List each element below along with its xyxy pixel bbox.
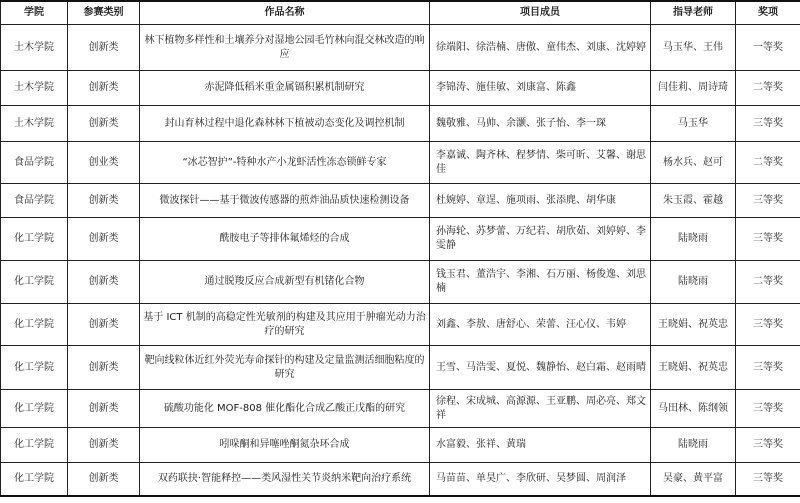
table-row — [1, 218, 800, 261]
cell-award: 三等奖 — [736, 463, 800, 496]
cell-advisor: 杨水兵、赵可 — [651, 142, 736, 184]
table-row — [1, 25, 800, 71]
cell-title: 基于 ICT 机制的高稳定性光敏剂的构建及其应用于肿瘤光动力治疗的研究 — [140, 304, 430, 346]
cell-college: 化工学院 — [1, 346, 68, 390]
cell-college: 化工学院 — [1, 390, 68, 428]
cell-category: 创业类 — [68, 142, 140, 184]
cell-title: 林下植物多样性和土壤养分对湿地公园毛竹林向混交林改造的响应 — [140, 25, 430, 71]
cell-members: 钱玉君、董浩宇、李湘、石万丽、杨俊逸、刘思楠 — [430, 261, 651, 304]
cell-advisor: 陆晓雨 — [651, 428, 736, 463]
cell-award: 三等奖 — [736, 346, 800, 390]
cell-college: 土木学院 — [1, 106, 68, 142]
cell-college: 化工学院 — [1, 218, 68, 261]
cell-advisor: 马田林、陈纲领 — [651, 390, 736, 428]
cell-members: 李锦涛、施佳敏、刘康富、陈鑫 — [430, 71, 651, 106]
cell-advisor: 吴豪、黄平富 — [651, 463, 736, 496]
cell-advisor: 闫佳莉、周诗琦 — [651, 71, 736, 106]
cell-award: 二等奖 — [736, 261, 800, 304]
cell-title: 微波探针——基于微波传感器的煎炸油品质快速检测设备 — [140, 184, 430, 218]
cell-college: 化工学院 — [1, 428, 68, 463]
header-advisor: 指导老师 — [651, 1, 736, 25]
cell-members: 马苗苗、单昊广、李欣研、吴梦圆、周润泽 — [430, 463, 651, 496]
cell-category: 创新类 — [68, 346, 140, 390]
cell-category: 创新类 — [68, 71, 140, 106]
table-row — [1, 106, 800, 142]
cell-members: 魏敬雅、马帅、余灏、张子怡、李一琛 — [430, 106, 651, 142]
cell-title: 靶向线粒体近红外荧光寿命探针的构建及定量监测活细胞粘度的研究 — [140, 346, 430, 390]
cell-college: 食品学院 — [1, 142, 68, 184]
table-row — [1, 304, 800, 346]
cell-title: 通过脱羧反应合成新型有机锗化合物 — [140, 261, 430, 304]
header-college: 学院 — [1, 1, 68, 25]
table-row — [1, 463, 800, 496]
table-body — [1, 25, 800, 496]
cell-category: 创新类 — [68, 25, 140, 71]
table-row — [1, 184, 800, 218]
cell-category: 创新类 — [68, 428, 140, 463]
cell-title: 硫酸功能化 MOF-808 催化酯化合成乙酸正戊酯的研究 — [140, 390, 430, 428]
header-members: 项目成员 — [430, 1, 651, 25]
cell-title: 吲哚酮和异噻唑酮氮杂环合成 — [140, 428, 430, 463]
table-row — [1, 428, 800, 463]
cell-title: 封山育林过程中退化森林林下植被动态变化及调控机制 — [140, 106, 430, 142]
header-category: 参赛类别 — [68, 1, 140, 25]
cell-members: 水富毅、张祥、黄瑞 — [430, 428, 651, 463]
table-row — [1, 346, 800, 390]
table-row — [1, 142, 800, 184]
cell-award: 三等奖 — [736, 218, 800, 261]
cell-title: “冰芯智护”-特种水产小龙虾活性冻态锁鲜专家 — [140, 142, 430, 184]
cell-award: 三等奖 — [736, 304, 800, 346]
cell-advisor: 王晓娟、祝英忠 — [651, 304, 736, 346]
header-title: 作品名称 — [140, 1, 430, 25]
table-row — [1, 390, 800, 428]
cell-advisor: 朱玉霞、霍越 — [651, 184, 736, 218]
header-row — [1, 1, 800, 25]
table-row — [1, 261, 800, 304]
cell-members: 孙海轮、苏梦蕾、万纪若、胡欣茹、刘婷婷、李雯静 — [430, 218, 651, 261]
cell-members: 徐端阳、徐浩楠、唐傲、童伟杰、刘康、沈婷婷 — [430, 25, 651, 71]
header-award: 奖项 — [736, 1, 800, 25]
cell-college: 土木学院 — [1, 71, 68, 106]
table-row — [1, 71, 800, 106]
cell-members: 杜婉婷、章逞、施项雨、张添麂、胡华康 — [430, 184, 651, 218]
cell-members: 徐程、宋成城、高源源、王亚鹏、周必亮、郑文祥 — [430, 390, 651, 428]
cell-college: 土木学院 — [1, 25, 68, 71]
cell-advisor: 陆晓雨 — [651, 261, 736, 304]
cell-award: 一等奖 — [736, 25, 800, 71]
cell-award: 三等奖 — [736, 428, 800, 463]
cell-award: 二等奖 — [736, 71, 800, 106]
cell-category: 创新类 — [68, 218, 140, 261]
cell-advisor: 王晓娟、祝英忠 — [651, 346, 736, 390]
cell-advisor: 马玉华 — [651, 106, 736, 142]
cell-award: 三等奖 — [736, 390, 800, 428]
cell-advisor: 马玉华、王伟 — [651, 25, 736, 71]
cell-members: 刘鑫、李敖、唐舒心、荣蕾、汪心仪、韦婷 — [430, 304, 651, 346]
cell-college: 化工学院 — [1, 463, 68, 496]
cell-award: 三等奖 — [736, 184, 800, 218]
cell-award: 三等奖 — [736, 106, 800, 142]
cell-title: 酰胺电子等排体氟烯烃的合成 — [140, 218, 430, 261]
cell-category: 创新类 — [68, 106, 140, 142]
cell-college: 化工学院 — [1, 304, 68, 346]
cell-category: 创新类 — [68, 184, 140, 218]
cell-category: 创新类 — [68, 304, 140, 346]
cell-college: 化工学院 — [1, 261, 68, 304]
cell-advisor: 陆晓雨 — [651, 218, 736, 261]
cell-members: 李嘉诚、陶齐林、程梦情、柴可昕、艾馨、谢思佳 — [430, 142, 651, 184]
cell-award: 二等奖 — [736, 142, 800, 184]
cell-category: 创新类 — [68, 390, 140, 428]
cell-category: 创新类 — [68, 261, 140, 304]
cell-title: 双药联抉·智能释控——类风湿性关节炎纳米靶向治疗系统 — [140, 463, 430, 496]
cell-college: 食品学院 — [1, 184, 68, 218]
cell-members: 王雪、马浩雯、夏悦、魏静怡、赵白霜、赵雨晴 — [430, 346, 651, 390]
cell-title: 赤泥降低稻米重金属镉积累机制研究 — [140, 71, 430, 106]
cell-category: 创新类 — [68, 463, 140, 496]
